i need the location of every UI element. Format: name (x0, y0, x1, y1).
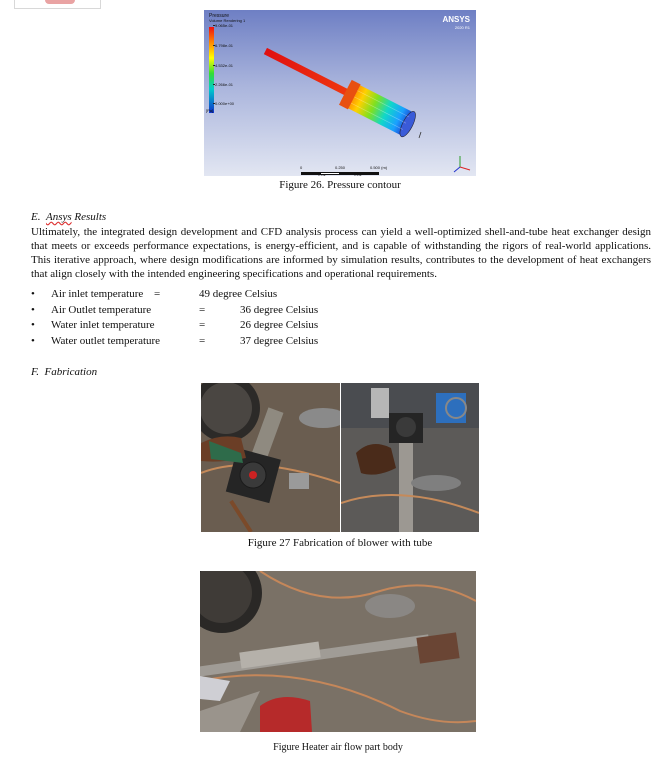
legend-subtitle: Volume Rendering 1 (209, 18, 246, 23)
bullet-label: Air Outlet temperature (51, 303, 152, 316)
figure-heater-caption: Figure Heater air flow part body (273, 742, 403, 753)
bullet-label: Water inlet temperature (51, 319, 155, 331)
fabrication-photo-right-image (341, 383, 479, 532)
pressure-contour-figure (204, 10, 476, 176)
bullet-value: 37 degree Celsius (240, 334, 319, 347)
legend-unit: [Pa] (206, 108, 214, 113)
list-item (31, 288, 651, 304)
bullet-label: Air inlet temperature (51, 288, 144, 300)
scale-label: 0.500 (m) (370, 165, 388, 170)
section-e-paragraph: Ultimately, the integrated design development and CFD analysis process can yield a well-optimized shell-and-tube heat exchanger design that meets or exceeds performance expectations, is energy-efficient, and is capable of withstanding the rigors of real-world applications. This iterative approach, where design modifications are informed by simulation results, contributes to the development of heat exchangers that align closely with the intended engineering specifications and operational requirements. (31, 226, 651, 280)
scale-bar (301, 172, 379, 175)
figure-27-caption: Figure 27 Fabrication of blower with tube (247, 537, 433, 549)
section-e-heading-word-results: Results (74, 211, 107, 223)
heater-body-photo (200, 571, 476, 732)
bullet-value: 49 degree Celsius (199, 288, 278, 300)
bullet-marker: • (31, 319, 35, 331)
scale-label: 0 (300, 165, 303, 170)
legend-tick: 4.532e-01 (215, 63, 234, 68)
section-e-prefix: E. (31, 211, 41, 223)
fabrication-photo-right (341, 383, 479, 532)
legend-tick: 9.065e-01 (215, 23, 234, 28)
legend-tick: 0.000e+00 (215, 101, 235, 106)
section-e-heading (31, 211, 106, 223)
list-item (31, 335, 651, 351)
legend-tick: 2.266e-01 (215, 82, 234, 87)
fabrication-photo-left (201, 383, 340, 532)
bullet-marker: • (31, 303, 35, 316)
legend-tick: 6.798e-01 (215, 43, 234, 48)
scale-sublabel: 0.125 (318, 174, 326, 176)
bullet-marker: • (31, 288, 35, 300)
page-header-stub (14, 0, 101, 9)
heat-exchanger-render (204, 10, 476, 176)
legend-title: Pressure (209, 13, 230, 19)
bullet-equals: = (154, 288, 161, 300)
bullet-label: Water outlet temperature (51, 334, 161, 347)
bullet-marker: • (31, 334, 35, 347)
scale-sublabel: 0.375 (354, 174, 362, 176)
ansys-version-text: 2020 R1 (454, 25, 470, 30)
bullet-equals: = (199, 334, 206, 347)
ansys-brand-text: ANSYS (442, 15, 470, 24)
bullet-equals: = (199, 303, 206, 316)
figure-26-caption: Figure 26. Pressure contour (279, 179, 401, 191)
scale-label: 0.250 (335, 165, 346, 170)
results-bullet-list (31, 288, 651, 350)
section-f-heading: F. Fabrication (31, 366, 98, 378)
bullet-equals: = (199, 319, 206, 331)
bullet-value: 26 degree Celsius (240, 319, 319, 331)
fabrication-photo-left-image (201, 383, 340, 532)
heater-body-photo-image (200, 571, 476, 732)
bullet-value: 36 degree Celsius (240, 303, 319, 316)
section-e-heading-word-ansys: Ansys (45, 211, 72, 223)
list-item (31, 304, 651, 320)
list-item (31, 319, 651, 335)
